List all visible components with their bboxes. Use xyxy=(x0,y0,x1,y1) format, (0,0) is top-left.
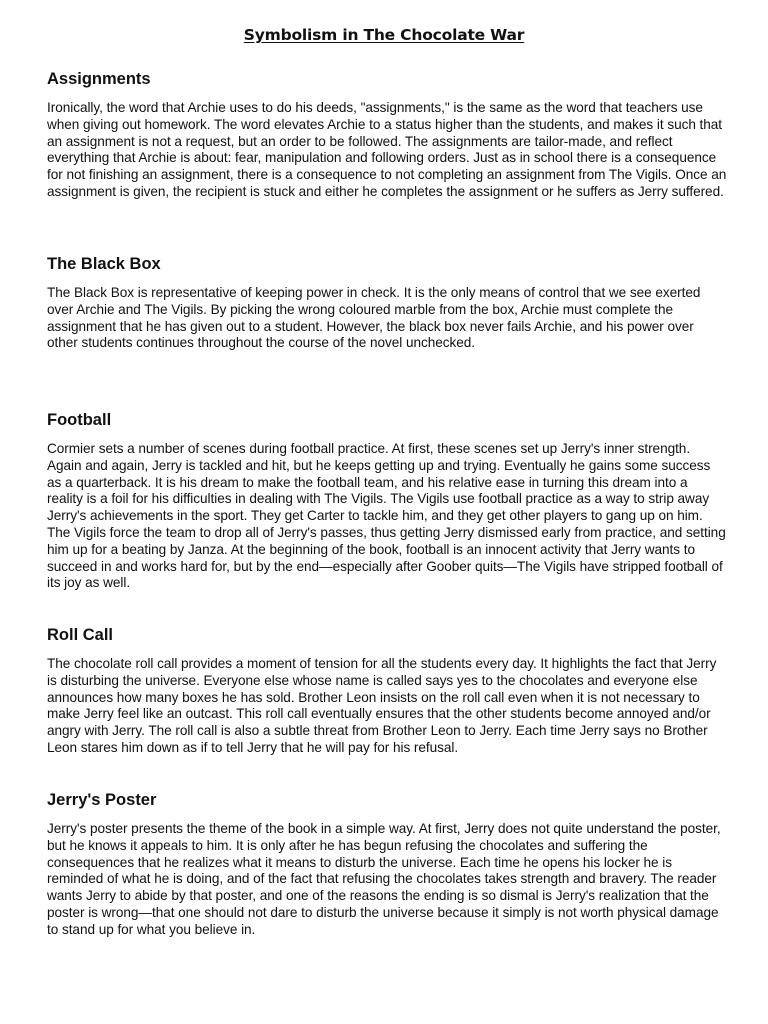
section-body: Jerry's poster presents the theme of the book in a simple way. At first, Jerry does not quite understand the poster, but he knows it appeals to him. It is only after he has begun refusing the chocolates and suffering the consequences that he realizes what it means to disturb the universe. Each time he opens his locker he is reminded of what he is doing, and of the fact that refusing the chocolates takes strength and bravery. The reader wants Jerry to abide by that poster, and one of the reasons the ending is so dismal is Jerry's realization that the poster is wrong—that one should not dare to disturb the universe because it simply is not worth physical damage to stand up for what you believe in. xyxy=(47,821,721,937)
section-heading: The Black Box xyxy=(47,255,161,273)
section-heading: Jerry's Poster xyxy=(47,791,157,809)
section-jerrys-poster xyxy=(47,790,727,939)
document-title: Symbolism in The Chocolate War xyxy=(243,26,525,44)
section-heading: Football xyxy=(47,411,112,429)
section-heading: Assignments xyxy=(47,70,151,88)
section-roll-call xyxy=(47,625,727,757)
section-assignments xyxy=(47,69,727,201)
section-body: Ironically, the word that Archie uses to do his deeds, "assignments," is the same as the word that teachers use when giving out homework. The word elevates Archie to a status higher than the students, and makes it such that an assignment is not a request, but an order to be followed. The assignments are tailor-made, and reflect everything that Archie is about: fear, manipulation and following orders. Just as in school there is a consequence for not finishing an assignment, there is a consequence to not completing an assignment from The Vigils. Once an assignment is given, the recipient is stuck and either he completes the assignment or he suffers as Jerry suffered. xyxy=(47,100,727,199)
section-heading: Roll Call xyxy=(47,626,114,644)
section-football xyxy=(47,410,727,592)
section-body: The Black Box is representative of keeping power in check. It is the only means of control that we see exerted over Archie and The Vigils. By picking the wrong coloured marble from the box, Archie must complete the assignment that he has given out to a student. However, the black box never fails Archie, and his power over other students continues throughout the course of the novel unchecked. xyxy=(47,285,701,351)
section-black-box xyxy=(47,254,727,352)
section-body: Cormier sets a number of scenes during football practice. At first, these scenes set up Jerry's inner strength. Again and again, Jerry is tackled and hit, but he keeps getting up and trying. Eventually he gains some success as a quarterback. It is his dream to make the football team, and his relative ease in turning this dream into a reality is a foil for his difficulties in dealing with The Vigils. The Vigils use football practice as a way to strip away Jerry's achievements in the sport. They get Carter to tackle him, and they get other players to gang up on him. The Vigils force the team to drop all of Jerry's passes, thus getting Jerry dismissed early from practice, and setting him up for a beating by Janza. At the beginning of the book, football is an innocent activity that Jerry wants to succeed in and works hard for, but by the end—especially after Goober quits—The Vigils have stripped football of its joy as well. xyxy=(47,441,726,591)
section-body: The chocolate roll call provides a moment of tension for all the students every day. It highlights the fact that Jerry is disturbing the universe. Everyone else whose name is called says yes to the chocolates and everyone else announces how many boxes he has sold. Brother Leon insists on the roll call even when it is not necessary to make Jerry feel like an outcast. This roll call eventually ensures that the other students become annoyed and/or angry with Jerry. The roll call is also a subtle threat from Brother Leon to Jerry. Each time Jerry says no Brother Leon stares him down as if to tell Jerry that he will pay for his refusal. xyxy=(47,656,717,755)
